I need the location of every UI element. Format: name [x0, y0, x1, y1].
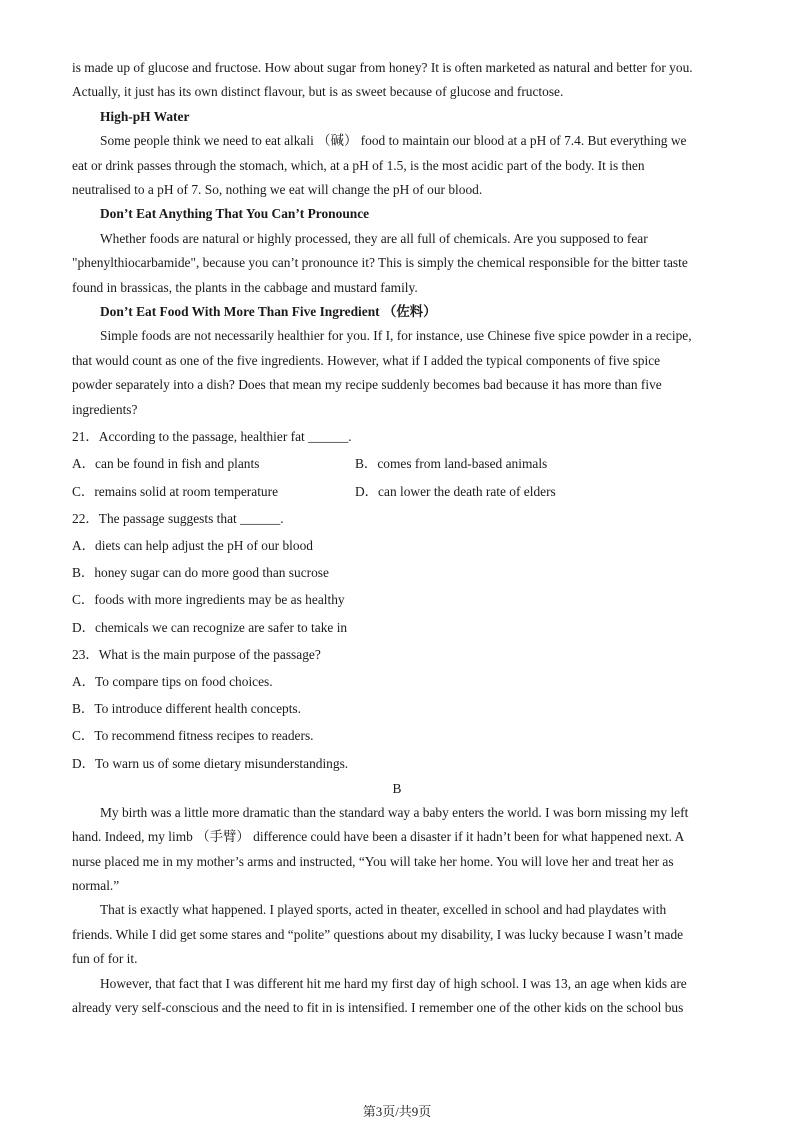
text-line: Actually, it just has its own distinct flavour, but is as sweet because of glucose and fructose.	[72, 84, 564, 100]
text-line: That is exactly what happened. I played sports, acted in theater, excelled in school and had playdates with	[100, 902, 667, 918]
option-b: B．comes from land-based animals	[355, 456, 548, 472]
text-line: My birth was a little more dramatic than the standard way a baby enters the world. I was born missing my left	[100, 804, 689, 820]
text-line: neutralised to a pH of 7. So, nothing we eat will change the pH of our blood.	[72, 182, 483, 198]
question-stem: 22．The passage suggests that ______.	[72, 510, 284, 526]
text-line: already very self-conscious and the need to fit in is intensified. I remember one of the other kids on the school bus	[72, 999, 684, 1015]
text-line: found in brassicas, the plants in the cabbage and mustard family.	[72, 279, 418, 295]
section-heading: Don’t Eat Food With More Than Five Ingredient （佐料）	[100, 304, 437, 320]
option-c: C．To recommend fitness recipes to readers.	[72, 728, 314, 744]
paragraph	[72, 898, 722, 971]
option-b: B．To introduce different health concepts.	[72, 701, 301, 717]
question-21	[72, 423, 722, 505]
text-line: eat or drink passes through the stomach, which, at a pH of 1.5, is the most acidic part of the body. It is then	[72, 157, 645, 173]
text-line: ingredients?	[72, 401, 138, 417]
question-23	[72, 641, 722, 777]
paragraph	[72, 972, 722, 1021]
text-line: that would count as one of the five ingredients. However, what if I added the typical components of five spice	[72, 352, 661, 368]
option-d: D．chemicals we can recognize are safer to take in	[72, 619, 348, 635]
text-line: Some people think we need to eat alkali （碱） food to maintain our blood at a pH of 7.4. But everything we	[100, 133, 687, 149]
section-five-ingredients	[72, 300, 722, 422]
text-line: is made up of glucose and fructose. How about sugar from honey? It is often marketed as natural and better for you.	[72, 60, 693, 75]
option-a: A．can be found in fish and plants	[72, 456, 260, 472]
option-a: A．To compare tips on food choices.	[72, 673, 273, 689]
section-high-ph-water	[72, 105, 722, 203]
question-stem: 23．What is the main purpose of the passage?	[72, 646, 321, 662]
page-number: 第3页/共9页	[362, 1104, 432, 1119]
option-d: D．To warn us of some dietary misunderstandings.	[72, 755, 349, 771]
option-a: A．diets can help adjust the pH of our blood	[72, 537, 313, 553]
question-stem: 21．According to the passage, healthier fat ______.	[72, 429, 352, 445]
text-line: normal.”	[72, 877, 120, 893]
question-22	[72, 505, 722, 641]
text-line: fun of for it.	[72, 951, 138, 967]
section-heading: Don’t Eat Anything That You Can’t Pronounce	[100, 206, 370, 222]
document-page	[72, 56, 722, 1020]
option-c: C．foods with more ingredients may be as healthy	[72, 592, 345, 608]
text-line: Whether foods are natural or highly processed, they are all full of chemicals. Are you supposed to fear	[100, 230, 648, 246]
option-row	[72, 450, 722, 477]
text-line: However, that fact that I was different hit me hard my first day of high school. I was 13, an age when kids are	[100, 975, 687, 991]
text-line: friends. While I did get some stares and “polite” questions about my disability, I was lucky because I wasn’t made	[72, 926, 684, 942]
paragraph	[72, 801, 722, 899]
passage-b	[72, 801, 722, 1021]
section-heading: High-pH Water	[100, 108, 190, 124]
passage-label: B	[392, 780, 402, 796]
option-b: B．honey sugar can do more good than sucrose	[72, 565, 329, 581]
section-pronounce	[72, 202, 722, 300]
text-line: hand. Indeed, my limb （手臂） difference could have been a disaster if it hadn’t been for what happened next. A	[72, 829, 685, 845]
option-row	[72, 478, 722, 505]
text-line: Simple foods are not necessarily healthier for you. If I, for instance, use Chinese five spice powder in a recipe,	[100, 328, 692, 344]
text-line: nurse placed me in my mother’s arms and instructed, “You will take her home. You will love her and treat her as	[72, 853, 674, 869]
intro-paragraph	[72, 56, 722, 105]
option-d: D．can lower the death rate of elders	[355, 483, 556, 499]
text-line: powder separately into a dish? Does that mean my recipe suddenly becomes bad because it has more than five	[72, 377, 662, 393]
option-c: C．remains solid at room temperature	[72, 483, 279, 499]
text-line: "phenylthiocarbamide", because you can’t pronounce it? This is simply the chemical responsible for the bitter taste	[72, 255, 688, 271]
